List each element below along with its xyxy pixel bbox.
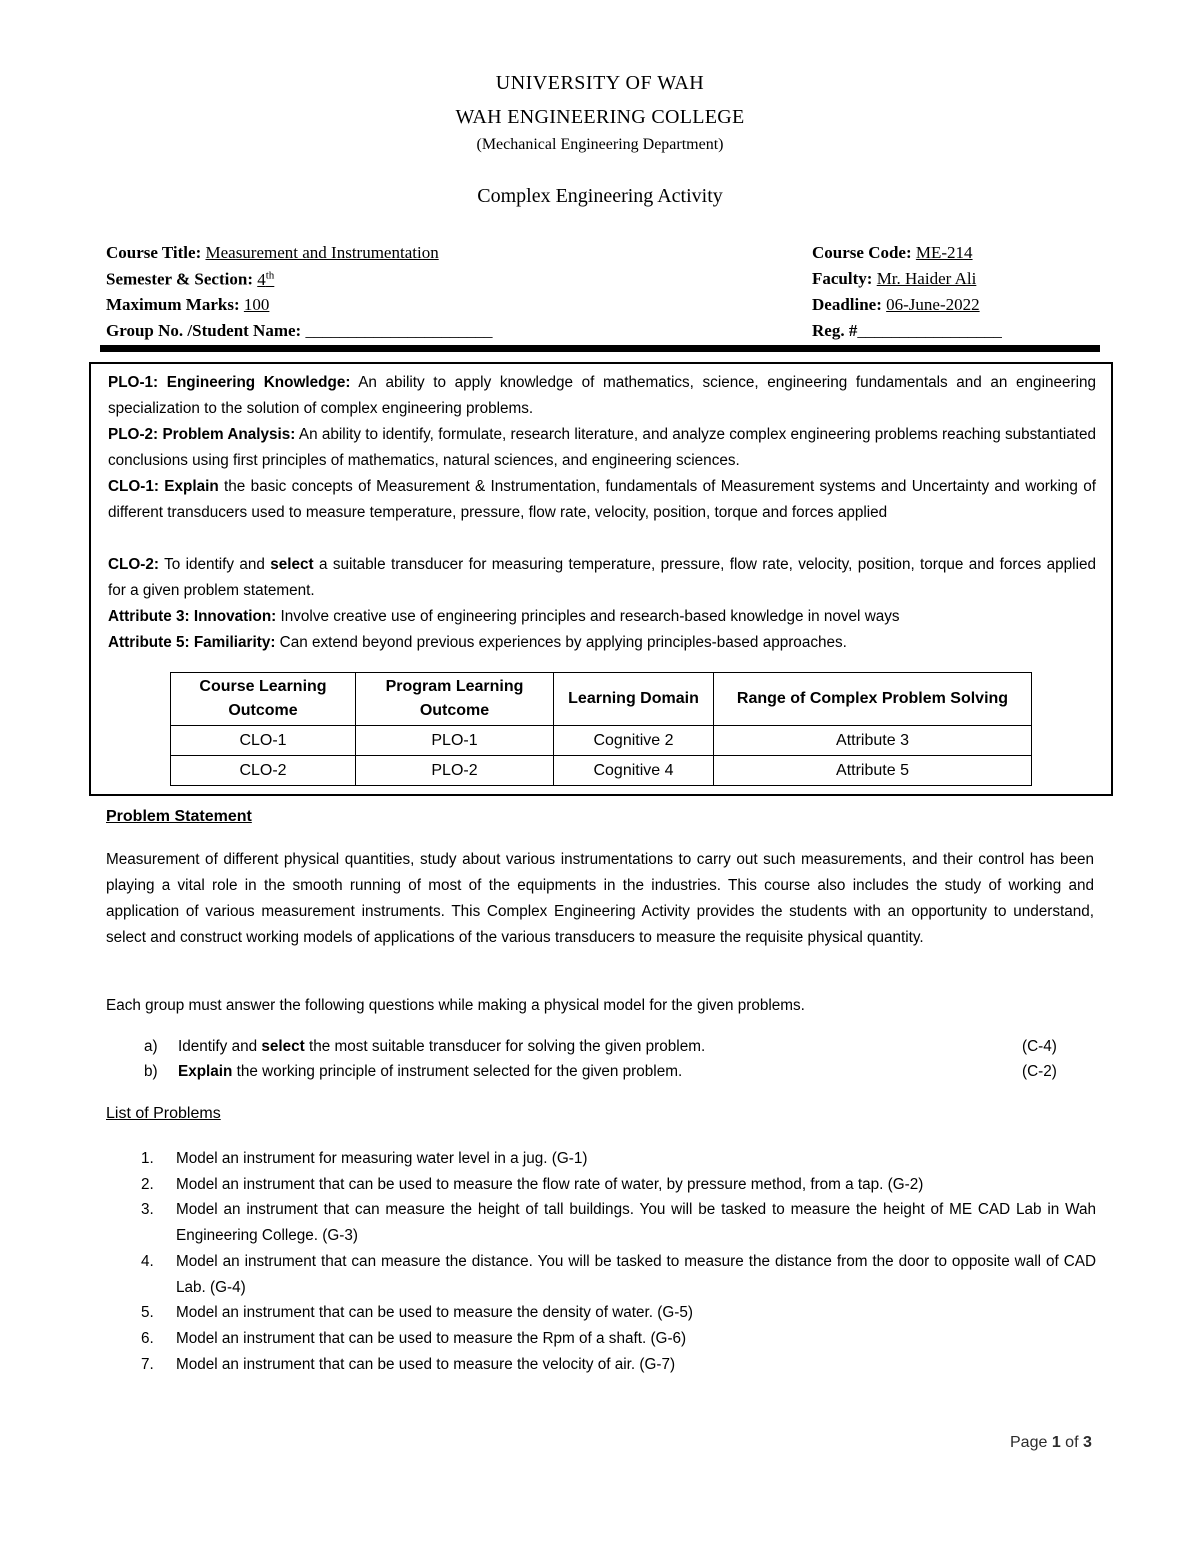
department-name: (Mechanical Engineering Department) (476, 136, 724, 153)
table-cell: PLO-1 (356, 726, 554, 756)
list-item: 2. Model an instrument that can be used to measure the flow rate of water, by pressure method, from a tap. (G-2) (141, 1176, 924, 1193)
clo1-paragraph: CLO-1: Explain the basic concepts of Measurement & Instrumentation, fundamentals of Measurement systems and Uncertainty and working of different transducers used to measure temperature, pressure, flow rate, velocity, position, torque and forces applied (108, 478, 1096, 521)
course-code-label: Course Code: (812, 243, 912, 262)
attribute3-paragraph: Attribute 3: Innovation: Involve creative use of engineering principles and research-based knowledge in novel ways (108, 608, 900, 625)
list-item: 7. Model an instrument that can be used to measure the velocity of air. (G-7) (141, 1356, 676, 1373)
course-title-row (106, 243, 439, 263)
course-code-value: ME-214 (915, 243, 973, 262)
table-header-cell: Course Learning Outcome (171, 673, 356, 726)
question-item: b) Explain the working principle of instrument selected for the given problem. (C-2) (144, 1063, 1057, 1080)
plo1-paragraph: PLO-1: Engineering Knowledge: An ability to apply knowledge of mathematics, science, engineering fundamentals and an engineering specialization to the solution of complex engineering problems. (108, 374, 1096, 417)
attribute5-paragraph: Attribute 5: Familiarity: Can extend beyond previous experiences by applying principles-based approaches. (108, 634, 847, 651)
semester-row (106, 269, 274, 290)
problem-statement-heading: Problem Statement (106, 808, 252, 825)
table-cell: Attribute 5 (714, 756, 1032, 786)
page-number: Page 1 of 3 (1010, 1434, 1092, 1451)
deadline-row (812, 295, 980, 315)
semester-label: Semester & Section: (106, 269, 253, 289)
table-row (171, 726, 1032, 756)
problem-statement-paragraph: Measurement of different physical quantities, study about various instrumentations to carry out such measurements, and their control has been playing a vital role in the smooth running of most of the equipments in the industries. This course also includes the study of working and application of various measurement instruments. This Complex Engineering Activity provides the students with an opportunity to understand, select and construct working models of applications of the various transducers to measure the requisite physical quantity. (106, 851, 1094, 946)
group-label: Group No. /Student Name: (106, 321, 302, 340)
header-divider (100, 345, 1100, 352)
outcomes-box (89, 362, 1113, 796)
table-header-row (171, 673, 1032, 726)
semester-value: 4th (257, 269, 275, 289)
max-marks-value: 100 (243, 295, 270, 314)
group-instruction: Each group must answer the following questions while making a physical model for the given problems. (106, 997, 805, 1014)
plo2-paragraph: PLO-2: Problem Analysis: An ability to identify, formulate, research literature, and analyze complex engineering problems reaching substantiated conclusions using first principles of mathematics, natural sciences, and engineering sciences. (108, 426, 1096, 469)
reg-blank-field[interactable]: _________________ (857, 321, 1002, 340)
list-item: 3. Model an instrument that can measure the height of tall buildings. You will be tasked to measure the height of ME CAD Lab in Wah Engineering College. (G-3) (141, 1201, 1096, 1244)
list-item: 6. Model an instrument that can be used to measure the Rpm of a shaft. (G-6) (141, 1330, 687, 1347)
table-header-cell: Range of Complex Problem Solving (714, 673, 1032, 726)
deadline-label: Deadline: (812, 295, 882, 314)
clo2-paragraph: CLO-2: To identify and select a suitable transducer for measuring temperature, pressure, flow rate, velocity, position, torque and forces applied for a given problem statement. (108, 556, 1096, 599)
list-item: 5. Model an instrument that can be used to measure the density of water. (G-5) (141, 1304, 693, 1321)
group-row (106, 321, 492, 341)
faculty-row (812, 269, 976, 289)
group-blank-field[interactable]: ______________________ (305, 321, 493, 340)
course-title-label: Course Title: (106, 243, 202, 262)
table-cell: Cognitive 2 (554, 726, 714, 756)
max-marks-row (106, 295, 269, 315)
table-cell: CLO-1 (171, 726, 356, 756)
table-cell: PLO-2 (356, 756, 554, 786)
reg-label: Reg. # (812, 321, 858, 340)
table-cell: Cognitive 4 (554, 756, 714, 786)
faculty-value: Mr. Haider Ali (876, 269, 977, 288)
table-header-cell: Program Learning Outcome (356, 673, 554, 726)
college-name: WAH ENGINEERING COLLEGE (455, 106, 745, 128)
table-cell: CLO-2 (171, 756, 356, 786)
problems-heading: List of Problems (106, 1105, 221, 1122)
university-name: UNIVERSITY OF WAH (495, 72, 705, 94)
faculty-label: Faculty: (812, 269, 873, 288)
table-row (171, 756, 1032, 786)
table-cell: Attribute 3 (714, 726, 1032, 756)
question-item: a) Identify and select the most suitable transducer for solving the given problem. (C-4) (144, 1038, 1057, 1055)
max-marks-label: Maximum Marks: (106, 295, 240, 314)
list-item: 4. Model an instrument that can measure the distance. You will be tasked to measure the distance from the door to opposite wall of CAD Lab. (G-4) (141, 1253, 1096, 1296)
course-title-value: Measurement and Instrumentation (205, 243, 439, 262)
deadline-value: 06-June-2022 (886, 295, 980, 314)
outcome-mapping-table (170, 672, 1032, 786)
course-code-row (812, 243, 973, 263)
reg-row (812, 321, 1002, 341)
list-item: 1. Model an instrument for measuring water level in a jug. (G-1) (141, 1150, 588, 1167)
table-header-cell: Learning Domain (554, 673, 714, 726)
activity-title: Complex Engineering Activity (477, 185, 723, 207)
